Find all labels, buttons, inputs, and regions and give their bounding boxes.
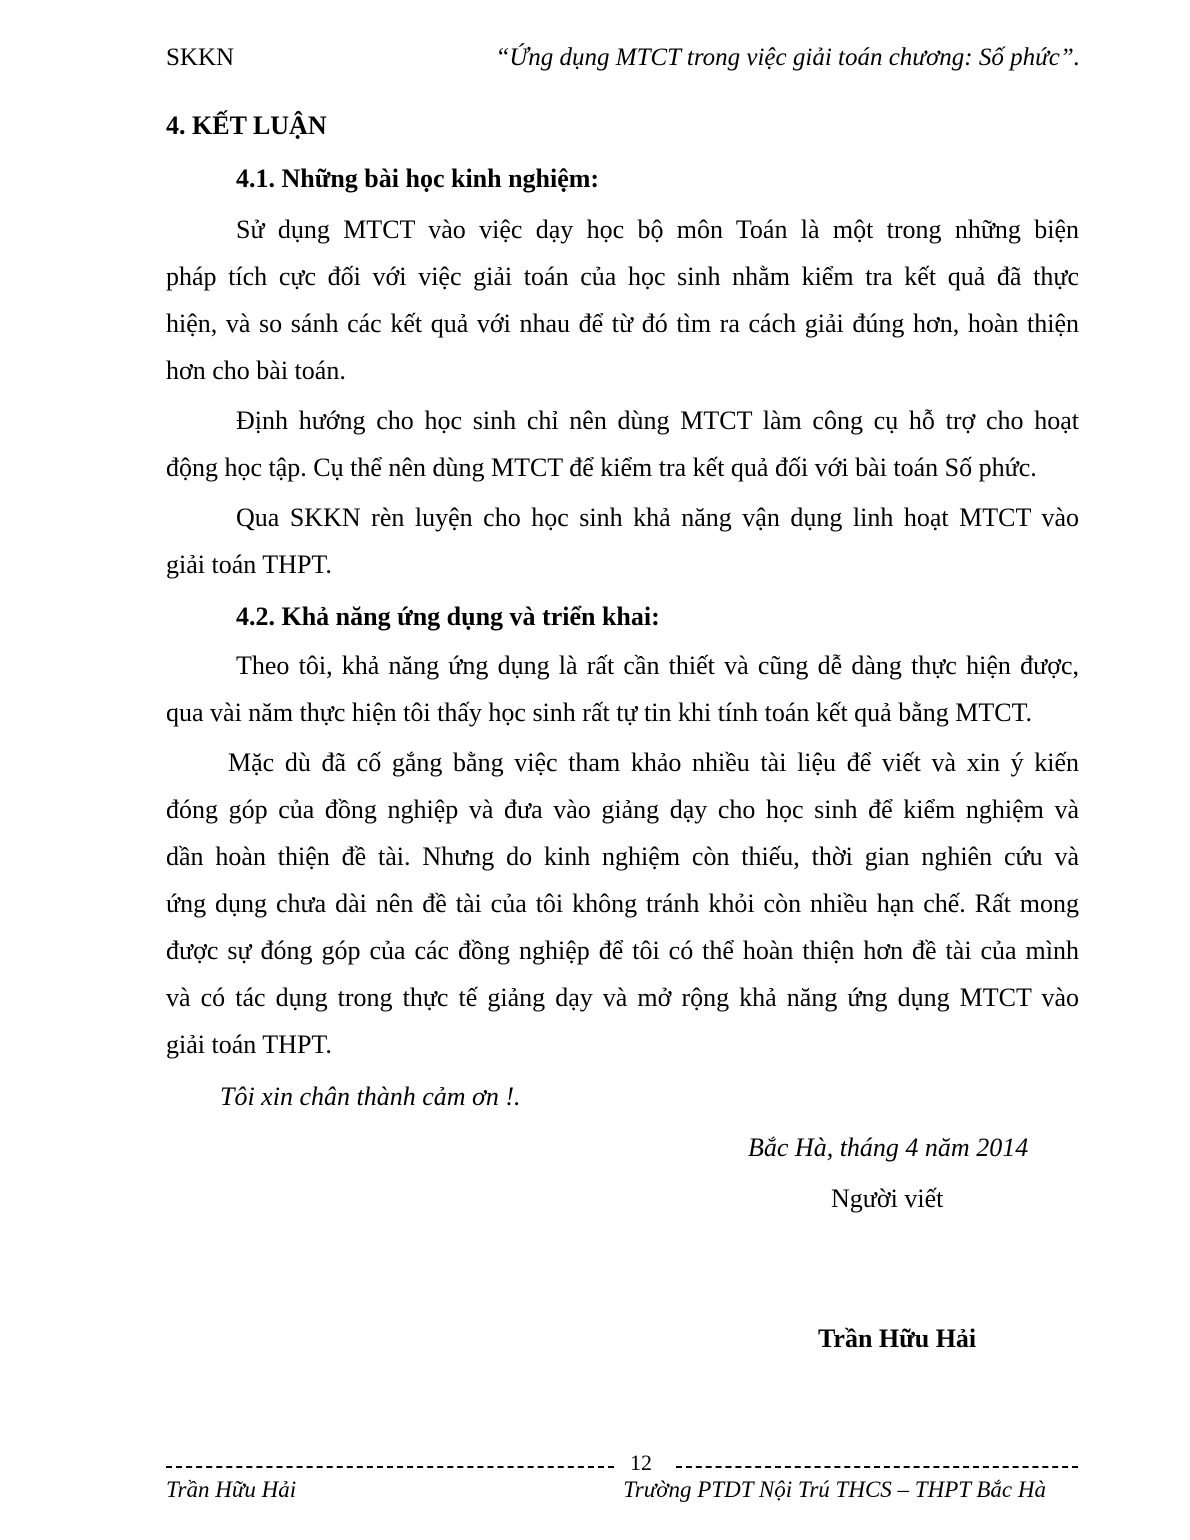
- text-line: qua vài năm thực hiện tôi thấy học sinh rất tự tin khi tính toán kết quả bằng MTCT.: [166, 698, 1033, 727]
- text-line: được sự đóng góp của các đồng nghiệp để tôi có thể hoàn thiện hơn đề tài của mình: [166, 936, 1079, 965]
- text-line: giải toán THPT.: [166, 1030, 332, 1059]
- paragraph-1: [166, 206, 1079, 394]
- author-signature-name: Trần Hữu Hải: [818, 1324, 977, 1353]
- text-line: hiện, và so sánh các kết quả với nhau để từ đó tìm ra cách giải đúng hơn, hoàn thiện: [166, 309, 1079, 338]
- text-line: giải toán THPT.: [166, 550, 332, 579]
- page-number: 12: [624, 1450, 658, 1476]
- subsection-title-2: 4.2. Khả năng ứng dụng và triển khai:: [236, 602, 660, 631]
- footer-rule-right: [676, 1466, 1078, 1468]
- text-line: Định hướng cho học sinh chỉ nên dùng MTCT làm công cụ hỗ trợ cho hoạt: [236, 406, 1079, 435]
- footer-school: Trường PTDT Nội Trú THCS – THPT Bắc Hà: [623, 1477, 1046, 1502]
- text-line: Sử dụng MTCT vào việc dạy học bộ môn Toán là một trong những biện: [236, 215, 1079, 244]
- footer-author: Trần Hữu Hải: [166, 1477, 297, 1502]
- text-line: đóng góp của đồng nghiệp và đưa vào giảng dạy cho học sinh để kiểm nghiệm và: [166, 795, 1079, 824]
- place-date: Bắc Hà, tháng 4 năm 2014: [748, 1133, 1029, 1162]
- paragraph-2: [166, 397, 1079, 491]
- header-left: SKKN: [166, 44, 235, 71]
- text-line: Mặc dù đã cố gắng bằng việc tham khảo nhiều tài liệu để viết và xin ý kiến: [228, 748, 1079, 777]
- text-line: động học tập. Cụ thể nên dùng MTCT để kiểm tra kết quả đối với bài toán Số phức.: [166, 453, 1037, 482]
- header-title: “Ứng dụng MTCT trong việc giải toán chương: Số phức”.: [495, 44, 1080, 71]
- text-line: Theo tôi, khả năng ứng dụng là rất cần thiết và cũng dễ dàng thực hiện được,: [236, 651, 1079, 680]
- footer-rule-left: [166, 1466, 614, 1468]
- text-line: ứng dụng chưa dài nên đề tài của tôi không tránh khỏi còn nhiều hạn chế. Rất mong: [166, 889, 1079, 918]
- text-line: dần hoàn thiện đề tài. Nhưng do kinh nghiệm còn thiếu, thời gian nghiên cứu và: [166, 842, 1079, 871]
- text-line: hơn cho bài toán.: [166, 356, 346, 385]
- section-title: 4. KẾT LUẬN: [166, 111, 327, 140]
- text-line: và có tác dụng trong thực tế giảng dạy và mở rộng khả năng ứng dụng MTCT vào: [166, 983, 1079, 1012]
- text-line: pháp tích cực đối với việc giải toán của học sinh nhằm kiểm tra kết quả đã thực: [166, 262, 1079, 291]
- subsection-title-1: 4.1. Những bài học kinh nghiệm:: [236, 164, 600, 193]
- text-line: Qua SKKN rèn luyện cho học sinh khả năng vận dụng linh hoạt MTCT vào: [236, 503, 1079, 532]
- thanks-line: Tôi xin chân thành cảm ơn !.: [220, 1082, 521, 1111]
- paragraph-4: [166, 642, 1079, 736]
- writer-label: Người viết: [831, 1184, 944, 1213]
- paragraph-3: [166, 494, 1079, 588]
- paragraph-5: [166, 739, 1079, 1068]
